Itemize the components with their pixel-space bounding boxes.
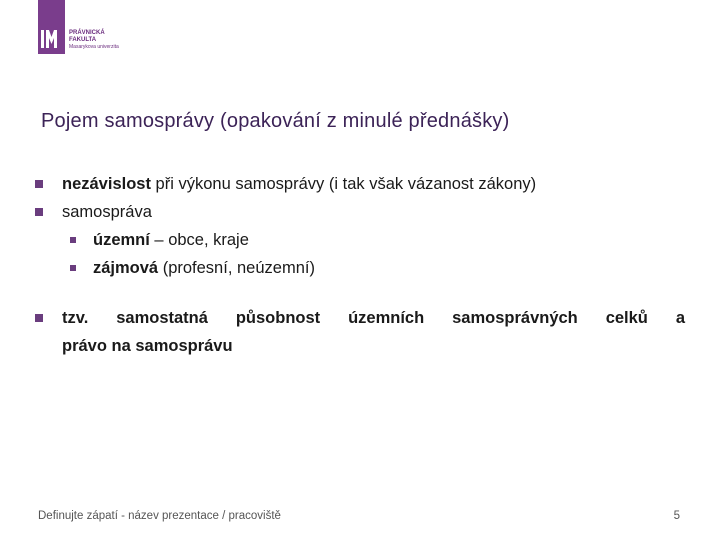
bullet-independence — [35, 170, 685, 198]
subbullet-2-text: (profesní, neúzemní) — [158, 259, 315, 277]
logo-line-2: FAKULTA — [69, 37, 97, 43]
subbullet-interest — [35, 254, 685, 282]
logo-line-3: Masarykova univerzita — [69, 44, 119, 50]
subbullet-square-icon — [70, 265, 76, 271]
bullet-square-icon — [35, 208, 43, 216]
faculty-logo — [38, 0, 148, 60]
logo-text — [69, 30, 119, 51]
bullet-self-government — [35, 198, 685, 226]
subbullet-territorial — [35, 226, 685, 254]
bullet-autonomous-competence — [35, 304, 685, 360]
bullet-square-icon — [35, 314, 43, 322]
slide-title: Pojem samosprávy (opakování z minulé přednášky) — [41, 110, 510, 132]
bullet-3-line-1: tzv. samostatná působnost územních samosprávných celků a — [62, 309, 685, 327]
subbullet-2-bold: zájmová — [93, 259, 159, 277]
bullet-1-text: při výkonu samosprávy (i tak však vázanost zákony) — [150, 175, 537, 193]
page-number: 5 — [673, 510, 680, 522]
subbullet-1-bold: územní — [93, 231, 150, 249]
bullet-square-icon — [35, 180, 43, 188]
bullet-2-text: samospráva — [62, 203, 152, 221]
bullet-1-bold: nezávislost — [62, 175, 151, 193]
logo-mark — [38, 0, 65, 54]
footer-text: Definujte zápatí - název prezentace / pracoviště — [38, 510, 281, 522]
logo-mu-glyph — [41, 30, 62, 48]
logo-line-1: PRÁVNICKÁ — [69, 30, 105, 36]
slide-body — [35, 170, 685, 360]
subbullet-square-icon — [70, 237, 76, 243]
bullet-3-line-2: právo na samosprávu — [62, 337, 233, 355]
subbullet-1-text: – obce, kraje — [149, 231, 249, 249]
